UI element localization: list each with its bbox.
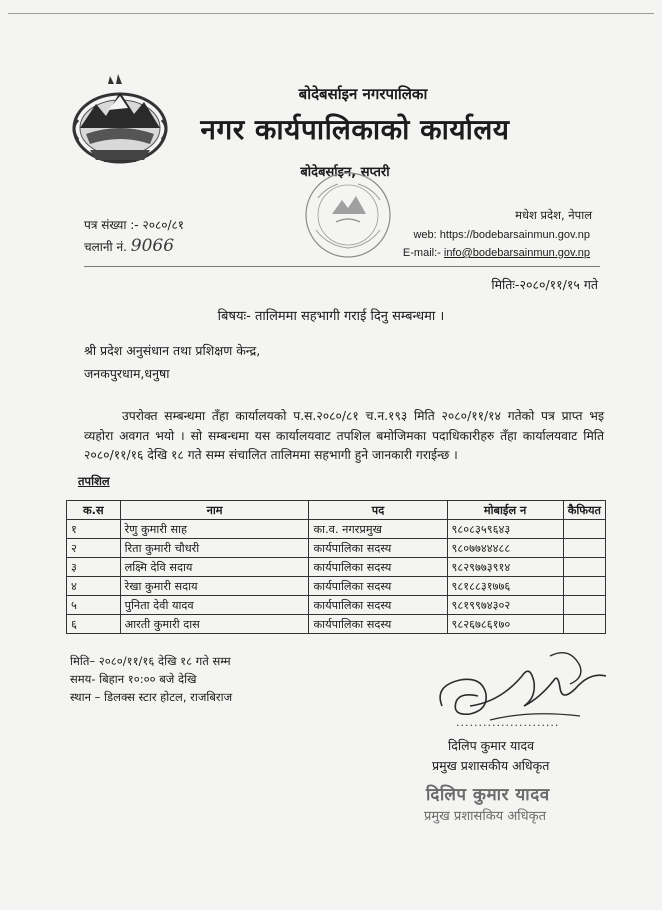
cell-remarks — [563, 615, 605, 634]
ref-label: पत्र संख्या :- — [84, 218, 139, 232]
col-header-post: पद — [309, 501, 447, 520]
signer-name: दिलिप कुमार यादव — [448, 738, 535, 753]
cell-mobile: ९८०८३५९६४३ — [447, 520, 563, 539]
subject-line: बिषयः- तालिममा सहभागी गराई दिनु सम्बन्धमा । — [217, 309, 445, 324]
table-row — [67, 615, 606, 634]
col-header-mobile: मोबाईल न — [447, 501, 563, 520]
training-time: समय- बिहान १०:०० बजे देखि — [70, 672, 197, 686]
cell-name: लक्ष्मि देवि सदाय — [120, 558, 309, 577]
table-row — [67, 539, 606, 558]
email-label: E-mail:- — [402, 247, 441, 259]
cell-sn: ५ — [67, 596, 121, 615]
office-stamp-icon — [296, 168, 400, 262]
cell-post: का.व. नगरप्रमुख — [309, 520, 447, 539]
cell-mobile: ९८२९७७३९१४ — [447, 558, 563, 577]
table-row — [67, 577, 606, 596]
cell-post: कार्यपालिका सदस्य — [309, 615, 447, 634]
col-header-sn: क.स — [67, 501, 121, 520]
table-header-row — [67, 501, 606, 520]
cell-sn: ३ — [67, 558, 121, 577]
web-line — [413, 229, 590, 241]
cell-sn: २ — [67, 539, 121, 558]
cell-name: रेणु कुमारी साह — [120, 520, 309, 539]
top-rule — [8, 13, 654, 14]
web-url[interactable]: https://bodebarsainmun.gov.np — [439, 229, 590, 241]
dispatch-number — [84, 236, 174, 256]
ref-value: २०८०/८१ — [142, 218, 184, 232]
cell-name: पुनिता देवी यादव — [120, 596, 309, 615]
cell-sn: ४ — [67, 577, 121, 596]
cell-post: कार्यपालिका सदस्य — [309, 558, 447, 577]
cell-remarks — [563, 520, 605, 539]
cell-mobile: ९८१९९७४३०२ — [447, 596, 563, 615]
email-line — [403, 247, 590, 259]
reference-number — [84, 216, 184, 233]
recipient-line-2: जनकपुरधाम,धनुषा — [84, 366, 170, 381]
cell-name: आरती कुमारी दास — [120, 615, 309, 634]
office-title: नगर कार्यपालिकाको कार्यालय — [200, 113, 510, 146]
dispatch-value: 9066 — [130, 236, 175, 256]
cell-remarks — [563, 596, 605, 615]
table-row — [67, 520, 606, 539]
province-text: मधेश प्रदेश, नेपाल — [515, 208, 592, 222]
cell-sn: ६ — [67, 615, 121, 634]
cell-mobile: ९८२६७८६१७० — [447, 615, 563, 634]
email-address[interactable]: info@bodebarsainmun.gov.np — [443, 247, 590, 259]
cell-post: कार्यपालिका सदस्य — [309, 596, 447, 615]
col-header-remarks: कैफियत — [563, 501, 605, 520]
participants-table — [66, 500, 606, 634]
training-venue: स्थान – डिलक्स स्टार होटल, राजबिराज — [70, 690, 233, 704]
recipient-line-1: श्री प्रदेश अनुसंधान तथा प्रशिक्षण केन्द्र, — [84, 343, 261, 358]
header-divider — [84, 266, 600, 267]
seal-name: दिलिप कुमार यादव — [426, 785, 550, 805]
cell-remarks — [563, 539, 605, 558]
dispatch-label: चलानी नं. — [84, 240, 127, 254]
cell-remarks — [563, 577, 605, 596]
annex-label: तपशिल — [78, 474, 110, 488]
cell-post: कार्यपालिका सदस्य — [309, 539, 447, 558]
signer-post: प्रमुख प्रशासकीय अधिकृत — [432, 758, 550, 773]
nepal-emblem-icon — [64, 70, 176, 168]
table-row — [67, 596, 606, 615]
office-address: बोदेबर्साइन, सप्तरी — [300, 165, 390, 180]
cell-name: रिता कुमारी चौधरी — [120, 539, 309, 558]
training-date: मिति– २०८०/११/१६ देखि १८ गते सम्म — [70, 654, 231, 668]
cell-sn: १ — [67, 520, 121, 539]
seal-post: प्रमुख प्रशासकिय अधिकृत — [424, 809, 547, 824]
col-header-name: नाम — [120, 501, 309, 520]
table-row — [67, 558, 606, 577]
letter-date: मितिः-२०८०/११/१५ गते — [491, 277, 598, 292]
cell-name: रेखा कुमारी सदाय — [120, 577, 309, 596]
cell-mobile: ९८०७७४४४८८ — [447, 539, 563, 558]
municipality-name: बोदेबर्साइन नगरपालिका — [298, 85, 428, 103]
cell-post: कार्यपालिका सदस्य — [309, 577, 447, 596]
signature-dots: ....................... — [456, 716, 560, 729]
cell-remarks — [563, 558, 605, 577]
cell-mobile: ९८१८८३१७७६ — [447, 577, 563, 596]
web-label: web: — [413, 229, 437, 241]
letter-body: उपरोक्त सम्बन्धमा तँहा कार्यालयको प.स.२०८०/८१ च.न.१९३ मिति २०८०/११/१४ गतेको पत्र प्राप्त भइ व्यहोरा अवगत भयो । सो सम्बन्धमा यस कार्यालयवाट तपशिल बमोजिमका पदाधिकारीहरु तँहा कार्यालयवाट मिति २०८०/११/१६ देखि १८ गते सम्म संचालित तालिममा सहभागी हुने जानकारी गराईन्छ । — [84, 409, 604, 462]
